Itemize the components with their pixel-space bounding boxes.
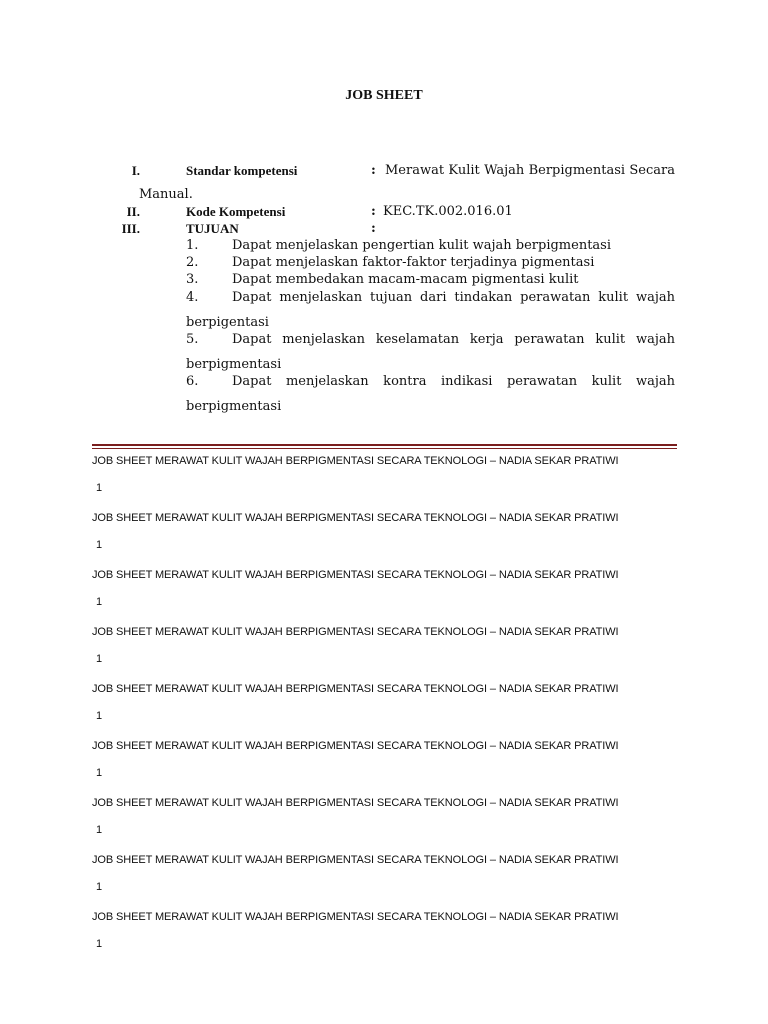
footer-text: JOB SHEET MERAWAT KULIT WAJAH BERPIGMENTASI SECARA TEKNOLOGI – NADIA SEKAR PRATIWI	[92, 512, 619, 524]
section-colon-3: :	[371, 221, 376, 236]
section-value-1-continuation: Manual.	[139, 187, 193, 202]
document-title: JOB SHEET	[345, 88, 423, 103]
tujuan-text-2: Dapat menjelaskan faktor-faktor terjadinya pigmentasi	[232, 255, 595, 270]
tujuan-number-5: 5.	[186, 332, 199, 347]
page-number: 1	[96, 767, 103, 779]
footer-text: JOB SHEET MERAWAT KULIT WAJAH BERPIGMENTASI SECARA TEKNOLOGI – NADIA SEKAR PRATIWI	[92, 683, 619, 695]
footer-rule-thick	[92, 444, 677, 446]
page-number: 1	[96, 881, 103, 893]
page-number: 1	[96, 824, 103, 836]
page-number: 1	[96, 596, 103, 608]
page-number: 1	[96, 482, 103, 494]
tujuan-text-5-wrap: berpigmentasi	[186, 357, 282, 372]
tujuan-number-6: 6.	[186, 374, 199, 389]
page-number: 1	[96, 938, 103, 950]
footer-text: JOB SHEET MERAWAT KULIT WAJAH BERPIGMENTASI SECARA TEKNOLOGI – NADIA SEKAR PRATIWI	[92, 569, 619, 581]
tujuan-number-1: 1.	[186, 238, 199, 253]
section-label-2: Kode Kompetensi	[186, 204, 286, 219]
page-number: 1	[96, 653, 103, 665]
tujuan-number-3: 3.	[186, 272, 199, 287]
tujuan-text-5: Dapat menjelaskan keselamatan kerja perawatan kulit wajah	[232, 332, 675, 347]
tujuan-number-2: 2.	[186, 255, 199, 270]
footer-text: JOB SHEET MERAWAT KULIT WAJAH BERPIGMENTASI SECARA TEKNOLOGI – NADIA SEKAR PRATIWI	[92, 911, 619, 923]
section-label-1: Standar kompetensi	[186, 163, 298, 178]
footer-text: JOB SHEET MERAWAT KULIT WAJAH BERPIGMENTASI SECARA TEKNOLOGI – NADIA SEKAR PRATIWI	[92, 455, 619, 467]
footer-text: JOB SHEET MERAWAT KULIT WAJAH BERPIGMENTASI SECARA TEKNOLOGI – NADIA SEKAR PRATIWI	[92, 797, 619, 809]
tujuan-text-1: Dapat menjelaskan pengertian kulit wajah berpigmentasi	[232, 238, 611, 253]
page-number: 1	[96, 710, 103, 722]
tujuan-text-4: Dapat menjelaskan tujuan dari tindakan perawatan kulit wajah	[232, 290, 675, 305]
tujuan-number-4: 4.	[186, 290, 199, 305]
footer-text: JOB SHEET MERAWAT KULIT WAJAH BERPIGMENTASI SECARA TEKNOLOGI – NADIA SEKAR PRATIWI	[92, 626, 619, 638]
footer-text: JOB SHEET MERAWAT KULIT WAJAH BERPIGMENTASI SECARA TEKNOLOGI – NADIA SEKAR PRATIWI	[92, 854, 619, 866]
section-colon-2: :	[371, 204, 376, 219]
footer-text: JOB SHEET MERAWAT KULIT WAJAH BERPIGMENTASI SECARA TEKNOLOGI – NADIA SEKAR PRATIWI	[92, 740, 619, 752]
section-value-1: Merawat Kulit Wajah Berpigmentasi Secara	[385, 163, 675, 178]
footer-rule-thin	[92, 448, 677, 449]
section-colon-1: :	[371, 163, 376, 178]
section-value-2: KEC.TK.002.016.01	[383, 204, 513, 219]
page-number: 1	[96, 539, 103, 551]
tujuan-text-6-wrap: berpigmentasi	[186, 399, 282, 414]
section-numeral-1: I.	[131, 163, 140, 178]
section-numeral-3: III.	[121, 221, 140, 236]
tujuan-text-6: Dapat menjelaskan kontra indikasi perawatan kulit wajah	[232, 374, 675, 389]
section-label-3: TUJUAN	[186, 221, 239, 236]
tujuan-text-4-wrap: berpigentasi	[186, 315, 269, 330]
tujuan-text-3: Dapat membedakan macam-macam pigmentasi kulit	[232, 272, 579, 287]
section-numeral-2: II.	[126, 204, 140, 219]
